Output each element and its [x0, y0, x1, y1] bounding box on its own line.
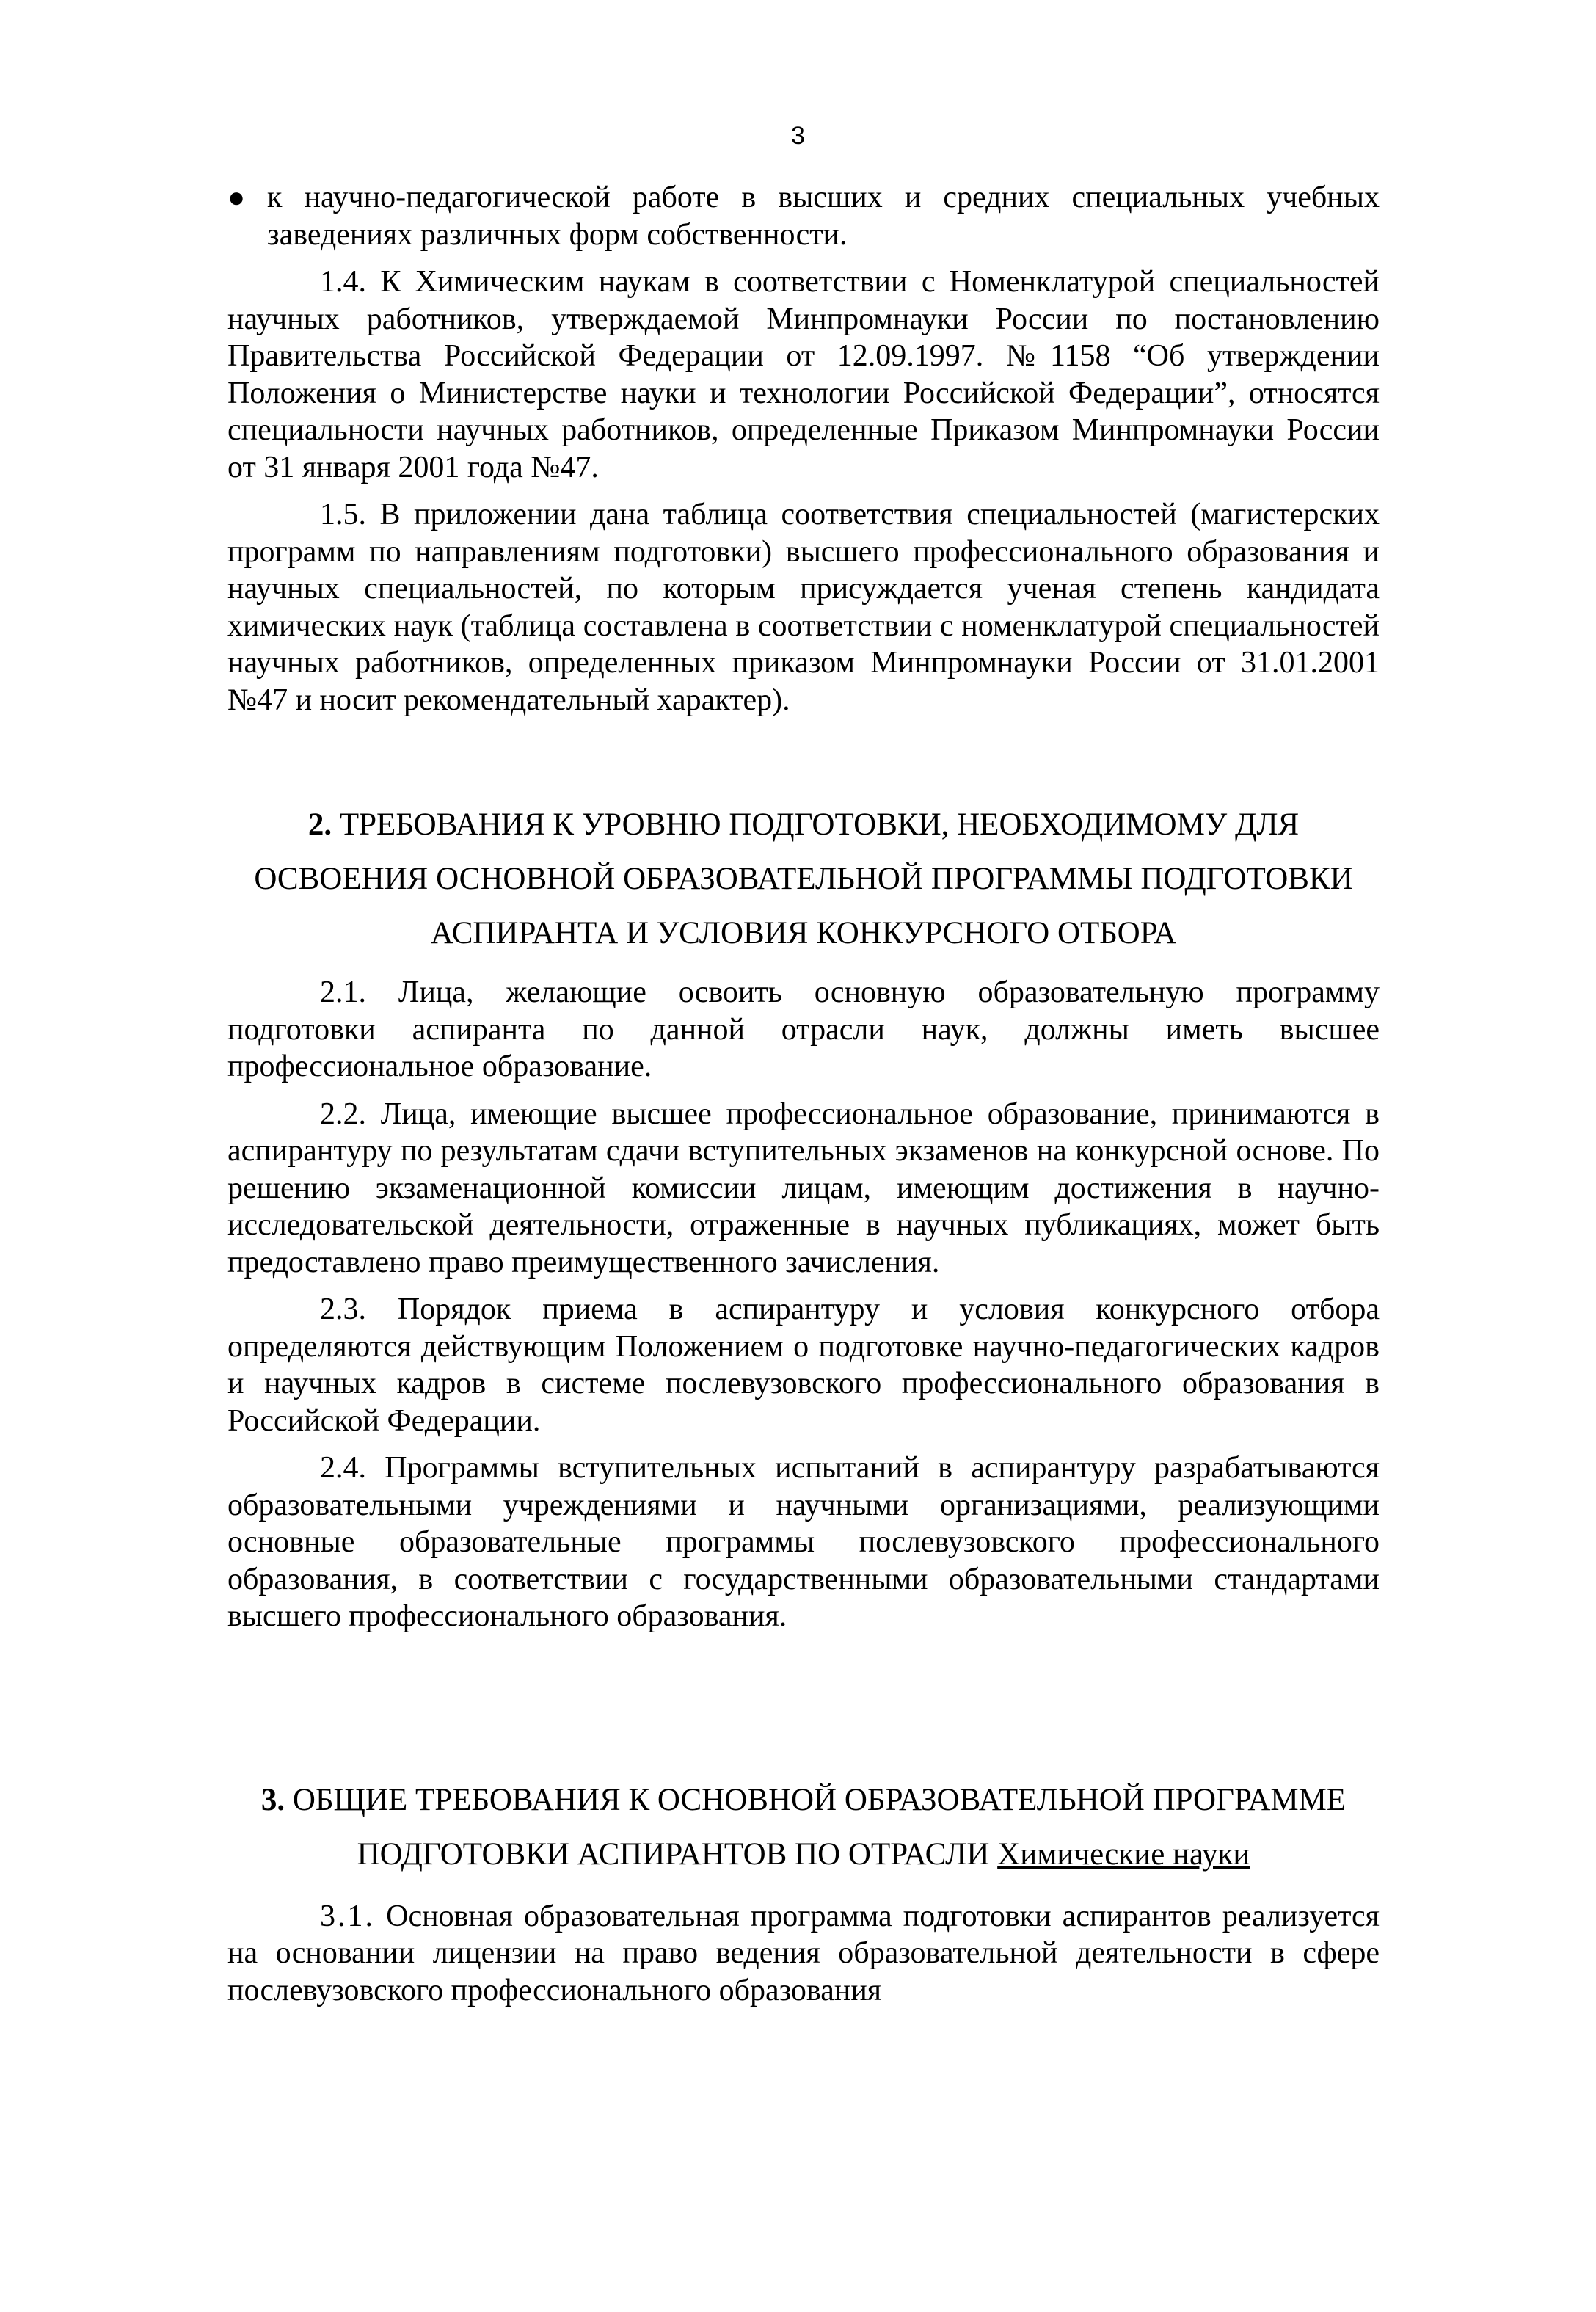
paragraph-2-4: 2.4. Программы вступительных испытаний в аспирантуру разрабатываются образовательными учреждениями и научными организациями, реализующими основные образовательные программы послевузовского профессионального образования, в соответствии с государственными образовательными стандартами высшего профессионального образования.	[227, 1451, 1380, 1633]
section-2-heading	[227, 798, 1380, 961]
page-number: 3	[791, 122, 805, 150]
paragraph-3-1-number: 3.1.	[320, 1899, 375, 1933]
bullet-icon: ●	[227, 181, 246, 214]
paragraph-2-3: 2.3. Порядок приема в аспирантуру и условия конкурсного отбора определяются действующим Положением о подготовке научно-педагогических кадров и научных кадров в системе послевузовского профессионального образования в Российской Федерации.	[227, 1293, 1380, 1438]
section-2-heading-line-1	[227, 798, 1380, 852]
section-3-heading-line-1	[227, 1773, 1380, 1828]
section-2-heading-line-3: АСПИРАНТА И УСЛОВИЯ КОНКУРСНОГО ОТБОРА	[430, 916, 1177, 950]
paragraph-2-2: 2.2. Лица, имеющие высшее профессиональное образование, принимаются в аспирантуру по результатам сдачи вступительных экзаменов на конкурсной основе. По решению экзаменационной комиссии лицам, имеющим достижения в научно-исследовательской деятельности, отраженные в научных публикациях, может быть предоставлено право преимущественного зачисления.	[227, 1097, 1380, 1279]
paragraph-1-5: 1.5. В приложении дана таблица соответствия специальностей (магистерских программ по направлениям подготовки) высшего профессионального образования и научных специальностей, по которым присуждается ученая степень кандидата химических наук (таблица составлена в соответствии с номенклатурой специальностей научных работников, определенных приказом Минпромнауки России от 31.01.2001 №47 и носит рекомендательный характер).	[227, 498, 1380, 717]
paragraph-3-1-text: Основная образовательная программа подготовки аспирантов реализуется на основании лицензии на право ведения образовательной деятельности в сфере послевузовского профессионального образования	[227, 1899, 1380, 2007]
section-3-title-part-2: ПОДГОТОВКИ АСПИРАНТОВ ПО ОТРАСЛИ	[357, 1836, 990, 1872]
paragraph-1-4: 1.4. К Химическим наукам в соответствии с Номенклатурой специальностей научных работников, утверждаемой Минпромнауки России по постановлению Правительства Российской Федерации от 12.09.1997. №1158 “Об утверждении Положения о Министерстве науки и технологии Российской Федерации”, относятся специальности научных работников, определенные Приказом Минпромнауки России от 31 января 2001 года №47.	[227, 265, 1380, 484]
section-3-field-underlined: Химические науки	[997, 1836, 1250, 1872]
section-2-title-part-1: ТРЕБОВАНИЯ К УРОВНЮ ПОДГОТОВКИ, НЕОБХОДИМОМУ ДЛЯ	[339, 807, 1300, 842]
paragraph-2-1: 2.1. Лица, желающие освоить основную образовательную программу подготовки аспиранта по данной отрасли наук, должны иметь высшее профессиональное образование.	[227, 975, 1380, 1083]
section-2-heading-line-2: ОСВОЕНИЯ ОСНОВНОЙ ОБРАЗОВАТЕЛЬНОЙ ПРОГРАММЫ ПОДГОТОВКИ	[254, 862, 1353, 896]
bullet-text: к научно-педагогической работе в высших и средних специальных учебных заведениях различных форм собственности.	[267, 181, 1380, 252]
section-3-heading-line-2	[227, 1828, 1380, 1882]
document-body	[227, 179, 1380, 2019]
section-3-title-part-1: ОБЩИЕ ТРЕБОВАНИЯ К ОСНОВНОЙ ОБРАЗОВАТЕЛЬНОЙ ПРОГРАММЕ	[292, 1782, 1347, 1817]
section-3-heading	[227, 1773, 1380, 1882]
section-2-number: 2.	[307, 807, 332, 842]
paragraph-3-1	[227, 1898, 1380, 2010]
section-3-number: 3.	[260, 1782, 285, 1817]
bullet-item	[227, 179, 1380, 253]
